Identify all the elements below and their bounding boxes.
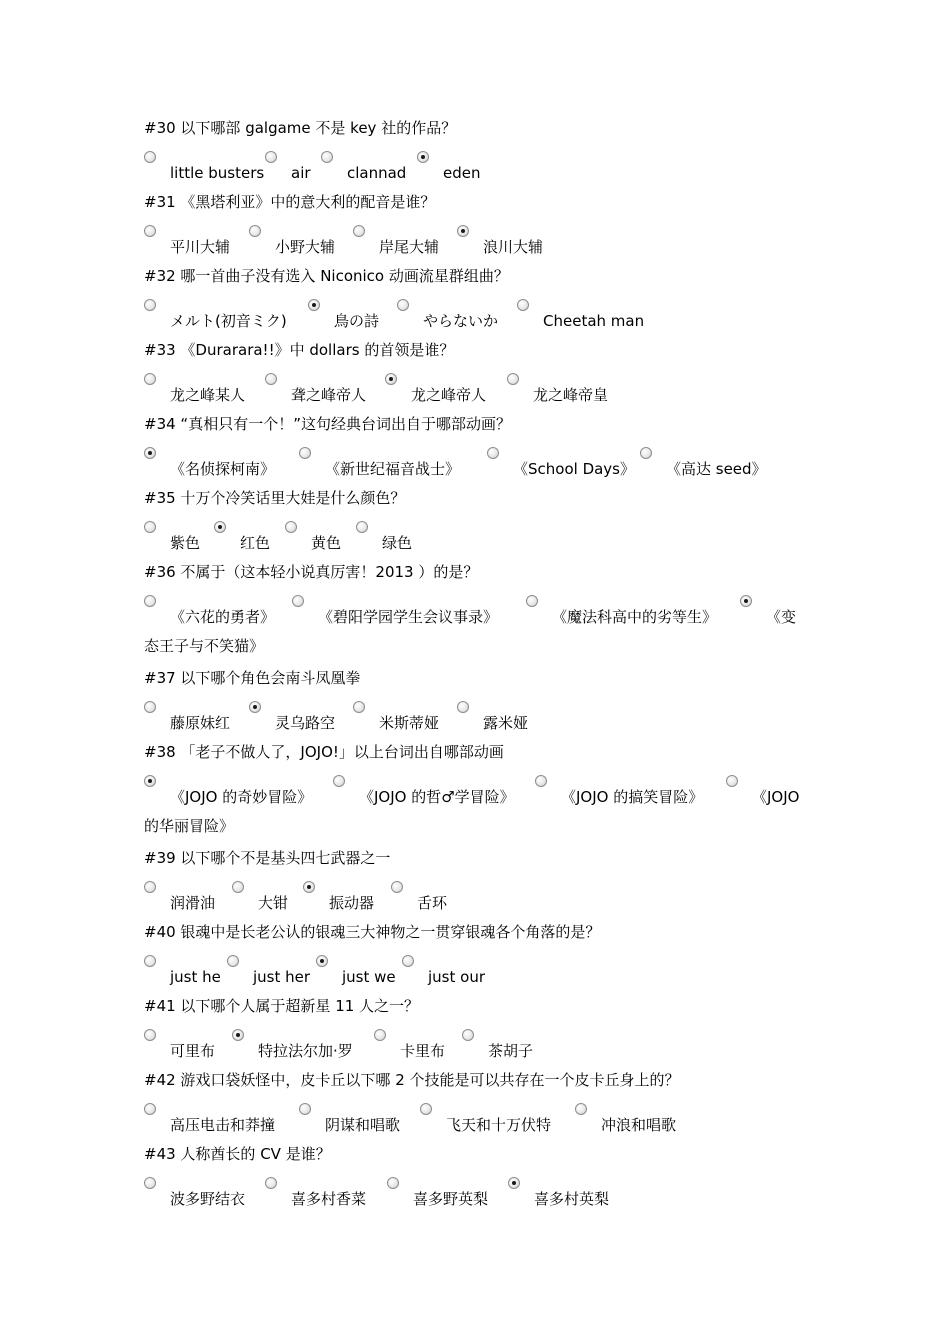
radio-button[interactable] xyxy=(144,701,156,713)
radio-button[interactable] xyxy=(726,775,738,787)
question-title: #36 不属于（这本轻小说真厉害！2013 ）的是？ xyxy=(144,563,479,581)
option-label: 《变 xyxy=(766,608,797,626)
question xyxy=(144,991,814,1065)
answer-options xyxy=(144,217,814,261)
question-title: #41 以下哪个人属于超新星 11 人之一？ xyxy=(144,997,420,1015)
option-label: 平川大辅 xyxy=(170,238,231,256)
question xyxy=(144,1065,814,1139)
answer-options xyxy=(144,587,814,663)
option-label: air xyxy=(291,164,311,182)
question xyxy=(144,663,814,737)
option-label: 小野大辅 xyxy=(275,238,336,256)
question-title: #37 以下哪个角色会南斗凤凰拳 xyxy=(144,669,361,687)
option-label: 冲浪和唱歌 xyxy=(601,1116,677,1134)
question-title: #39 以下哪个不是基头四七武器之一 xyxy=(144,849,391,867)
option-label: 米斯蒂娅 xyxy=(379,714,440,732)
radio-button[interactable] xyxy=(144,151,156,163)
option-label: 黄色 xyxy=(311,534,342,552)
radio-button-checked[interactable] xyxy=(232,1029,244,1041)
radio-button[interactable] xyxy=(144,1103,156,1115)
option-label: 露米娅 xyxy=(483,714,529,732)
question-title: #33 《Durarara!!》中 dollars 的首领是谁？ xyxy=(144,341,455,359)
answer-options xyxy=(144,947,814,991)
radio-button-checked[interactable] xyxy=(740,595,752,607)
radio-button[interactable] xyxy=(535,775,547,787)
answer-options xyxy=(144,873,814,917)
option-label: 《JOJO 的搞笑冒险》 xyxy=(561,788,704,806)
radio-button[interactable] xyxy=(249,225,261,237)
question-title: #31 《黑塔利亚》中的意大利的配音是谁？ xyxy=(144,193,436,211)
option-label: 《JOJO 的哲♂学冒险》 xyxy=(359,788,515,806)
radio-button-checked[interactable] xyxy=(417,151,429,163)
option-label: 紫色 xyxy=(170,534,201,552)
radio-button-checked[interactable] xyxy=(303,881,315,893)
radio-button[interactable] xyxy=(526,595,538,607)
option-label: 岸尾大辅 xyxy=(379,238,440,256)
option-label: 飞天和十万伏特 xyxy=(446,1116,552,1134)
radio-button[interactable] xyxy=(265,373,277,385)
option-label: 喜多野英梨 xyxy=(413,1190,489,1208)
radio-button[interactable] xyxy=(299,1103,311,1115)
option-label: 灵乌路空 xyxy=(275,714,336,732)
option-label: 红色 xyxy=(240,534,271,552)
option-label: 《碧阳学园学生会议事录》 xyxy=(318,608,499,626)
answer-options xyxy=(144,767,814,843)
radio-button-checked[interactable] xyxy=(144,775,156,787)
answer-options xyxy=(144,291,814,335)
option-label: just he xyxy=(170,968,221,986)
radio-button[interactable] xyxy=(144,373,156,385)
option-label: 藤原妹红 xyxy=(170,714,231,732)
radio-button-checked[interactable] xyxy=(385,373,397,385)
radio-button[interactable] xyxy=(144,881,156,893)
question xyxy=(144,557,814,663)
option-label: 可里布 xyxy=(170,1042,216,1060)
radio-button[interactable] xyxy=(285,521,297,533)
question xyxy=(144,335,814,409)
question-title: #32 哪一首曲子没有选入 Niconico 动画流星群组曲？ xyxy=(144,267,509,285)
radio-button[interactable] xyxy=(487,447,499,459)
question-title: #34 “真相只有一个！”这句经典台词出自于哪部动画？ xyxy=(144,415,511,433)
option-label: just we xyxy=(342,968,396,986)
radio-button[interactable] xyxy=(640,447,652,459)
radio-button[interactable] xyxy=(321,151,333,163)
option-label: 《六花的勇者》 xyxy=(170,608,276,626)
radio-button[interactable] xyxy=(144,225,156,237)
radio-button-checked[interactable] xyxy=(144,447,156,459)
question xyxy=(144,113,814,187)
radio-button[interactable] xyxy=(299,447,311,459)
option-label-continued: 的华丽冒险》 xyxy=(144,817,235,835)
radio-button[interactable] xyxy=(144,521,156,533)
option-label: 润滑油 xyxy=(170,894,216,912)
option-label: 舌环 xyxy=(417,894,448,912)
question-title: #35 十万个冷笑话里大娃是什么颜色？ xyxy=(144,489,406,507)
option-label: 特拉法尔加·罗 xyxy=(258,1042,353,1060)
radio-button-checked[interactable] xyxy=(316,955,328,967)
radio-button[interactable] xyxy=(144,595,156,607)
question xyxy=(144,917,814,991)
radio-button[interactable] xyxy=(333,775,345,787)
option-label: 《名侦探柯南》 xyxy=(170,460,276,478)
option-label: Cheetah man xyxy=(543,312,645,330)
radio-button-checked[interactable] xyxy=(457,225,469,237)
question xyxy=(144,843,814,917)
radio-button[interactable] xyxy=(353,225,365,237)
question xyxy=(144,409,814,483)
answer-options xyxy=(144,143,814,187)
radio-button[interactable] xyxy=(227,955,239,967)
option-label: やらないか xyxy=(423,312,499,330)
question-title: #43 人称酋长的 CV 是谁？ xyxy=(144,1145,331,1163)
radio-button[interactable] xyxy=(292,595,304,607)
answer-options xyxy=(144,365,814,409)
question xyxy=(144,261,814,335)
radio-button[interactable] xyxy=(265,151,277,163)
option-label: 喜多村香菜 xyxy=(291,1190,367,1208)
radio-button[interactable] xyxy=(507,373,519,385)
question xyxy=(144,1139,814,1213)
question xyxy=(144,737,814,843)
radio-button[interactable] xyxy=(420,1103,432,1115)
radio-button[interactable] xyxy=(232,881,244,893)
radio-button[interactable] xyxy=(374,1029,386,1041)
radio-button-checked[interactable] xyxy=(249,701,261,713)
option-label: 《School Days》 xyxy=(513,460,635,478)
answer-options xyxy=(144,1169,814,1213)
option-label: メルト(初音ミク) xyxy=(170,312,287,330)
option-label: 高压电击和莽撞 xyxy=(170,1116,276,1134)
radio-button[interactable] xyxy=(575,1103,587,1115)
radio-button[interactable] xyxy=(265,1177,277,1189)
radio-button[interactable] xyxy=(397,299,409,311)
question-title: #42 游戏口袋妖怪中，皮卡丘以下哪 2 个技能是可以共存在一个皮卡丘身上的？ xyxy=(144,1071,680,1089)
option-label: 《JOJO xyxy=(752,788,800,806)
option-label: 卡里布 xyxy=(400,1042,446,1060)
option-label: 龙之峰帝皇 xyxy=(533,386,609,404)
radio-button[interactable] xyxy=(462,1029,474,1041)
radio-button-checked[interactable] xyxy=(214,521,226,533)
option-label: little busters xyxy=(170,164,265,182)
option-label: 波多野结衣 xyxy=(170,1190,246,1208)
radio-button-checked[interactable] xyxy=(508,1177,520,1189)
radio-button[interactable] xyxy=(144,299,156,311)
option-label: 《JOJO 的奇妙冒险》 xyxy=(170,788,313,806)
radio-button[interactable] xyxy=(391,881,403,893)
question-title: #30 以下哪部 galgame 不是 key 社的作品？ xyxy=(144,119,457,137)
option-label: 《新世纪福音战士》 xyxy=(325,460,461,478)
option-label: 喜多村英梨 xyxy=(534,1190,610,1208)
option-label: 聋之峰帝人 xyxy=(291,386,367,404)
option-label: 绿色 xyxy=(382,534,413,552)
option-label: 《高达 seed》 xyxy=(666,460,767,478)
option-label: 《魔法科高中的劣等生》 xyxy=(552,608,718,626)
question xyxy=(144,483,814,557)
option-label: 大钳 xyxy=(258,894,289,912)
option-label: eden xyxy=(443,164,481,182)
option-label: just her xyxy=(253,968,311,986)
question-title: #38 「老子不做人了，JOJO!」以上台词出自哪部动画 xyxy=(144,743,504,761)
option-label: 龙之峰某人 xyxy=(170,386,246,404)
option-label-continued: 态王子与不笑猫》 xyxy=(144,637,265,655)
radio-button[interactable] xyxy=(402,955,414,967)
radio-button[interactable] xyxy=(144,955,156,967)
answer-options xyxy=(144,439,814,483)
question xyxy=(144,187,814,261)
answer-options xyxy=(144,1095,814,1139)
radio-button[interactable] xyxy=(356,521,368,533)
radio-button[interactable] xyxy=(353,701,365,713)
answer-options xyxy=(144,1021,814,1065)
radio-button[interactable] xyxy=(457,701,469,713)
radio-button[interactable] xyxy=(144,1029,156,1041)
question-title: #40 银魂中是长老公认的银魂三大神物之一贯穿银魂各个角落的是？ xyxy=(144,923,601,941)
option-label: 龙之峰帝人 xyxy=(411,386,487,404)
radio-button[interactable] xyxy=(144,1177,156,1189)
option-label: just our xyxy=(428,968,485,986)
option-label: clannad xyxy=(347,164,407,182)
radio-button-checked[interactable] xyxy=(308,299,320,311)
option-label: 茶胡子 xyxy=(488,1042,534,1060)
answer-options xyxy=(144,693,814,737)
quiz-list xyxy=(144,113,814,1213)
option-label: 浪川大辅 xyxy=(483,238,544,256)
option-label: 阴谋和唱歌 xyxy=(325,1116,401,1134)
option-label: 振动器 xyxy=(329,894,375,912)
option-label: 鳥の詩 xyxy=(334,312,380,330)
radio-button[interactable] xyxy=(517,299,529,311)
radio-button[interactable] xyxy=(387,1177,399,1189)
answer-options xyxy=(144,513,814,557)
